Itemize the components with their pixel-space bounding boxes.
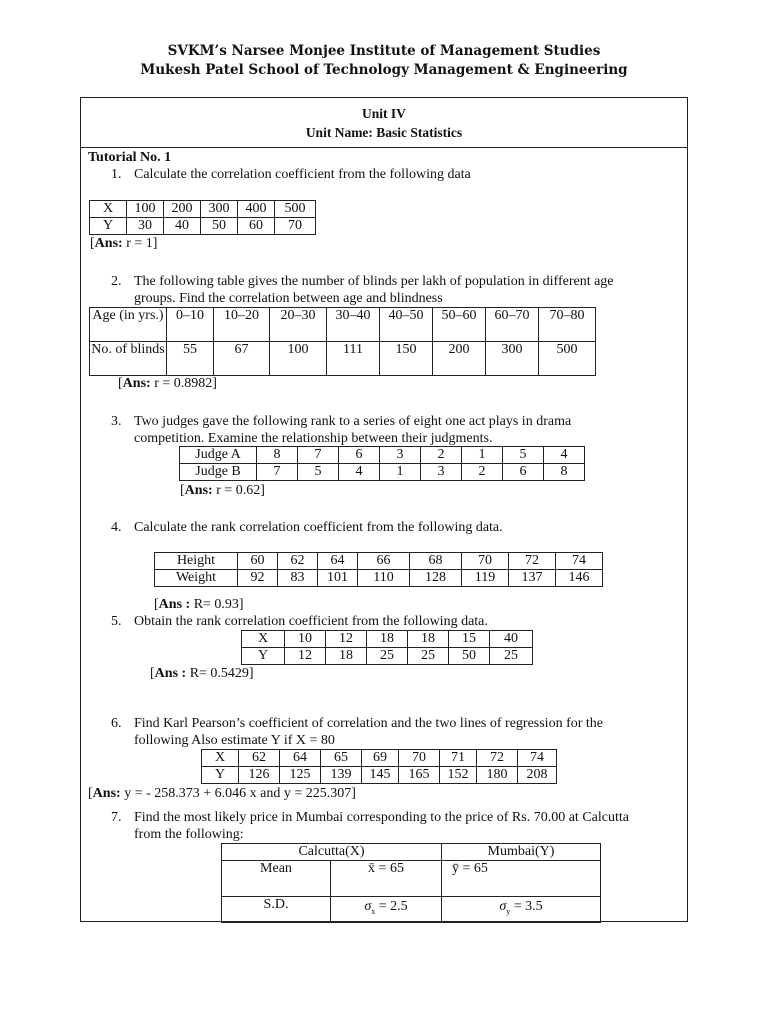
tutorial-title: Tutorial No. 1 xyxy=(88,150,172,165)
table-cell: 5 xyxy=(298,464,339,481)
table-cell: 67 xyxy=(214,342,270,376)
table-cell: 69 xyxy=(362,750,399,767)
table-cell: 125 xyxy=(280,767,321,784)
table-cell: x̄ = 65 xyxy=(331,861,442,897)
table-cell: 70 xyxy=(275,218,316,235)
table-cell: 72 xyxy=(509,553,556,570)
table-row xyxy=(90,218,316,235)
q7-text-line2: from the following: xyxy=(134,827,244,842)
table-cell: Age (in yrs.) xyxy=(90,308,167,342)
table-cell: 500 xyxy=(275,201,316,218)
q6-table xyxy=(201,749,557,784)
table-cell: 1 xyxy=(462,447,503,464)
table-cell: 30–40 xyxy=(327,308,380,342)
table-cell: 25 xyxy=(408,648,449,665)
table-row xyxy=(242,631,533,648)
table-cell: Y xyxy=(90,218,127,235)
table-cell: 20–30 xyxy=(270,308,327,342)
q4-table xyxy=(154,552,603,587)
table-row xyxy=(90,201,316,218)
table-row xyxy=(155,570,603,587)
table-row xyxy=(222,844,601,861)
table-cell: Height xyxy=(155,553,238,570)
table-cell: 3 xyxy=(380,447,421,464)
table-cell: 70 xyxy=(399,750,440,767)
table-row xyxy=(155,553,603,570)
table-cell: 2 xyxy=(462,464,503,481)
table-cell: 139 xyxy=(321,767,362,784)
table-cell: 6 xyxy=(503,464,544,481)
table-row xyxy=(180,464,585,481)
table-row xyxy=(90,308,596,342)
q5-answer: [Ans : R= 0.5429] xyxy=(150,666,254,681)
table-row xyxy=(202,750,557,767)
table-cell: 71 xyxy=(440,750,477,767)
table-cell: 300 xyxy=(486,342,539,376)
table-cell: 119 xyxy=(462,570,509,587)
table-cell: 400 xyxy=(238,201,275,218)
table-cell: 72 xyxy=(477,750,518,767)
table-row xyxy=(90,342,596,376)
table-cell: 200 xyxy=(164,201,201,218)
table-cell: Judge B xyxy=(180,464,257,481)
table-cell: 64 xyxy=(280,750,321,767)
q6-text-line1: Find Karl Pearson’s coefficient of correlation and the two lines of regression for the xyxy=(134,716,603,731)
table-cell: 4 xyxy=(544,447,585,464)
table-cell: 65 xyxy=(321,750,362,767)
q1-text: Calculate the correlation coefficient from the following data xyxy=(134,167,471,182)
table-cell: 15 xyxy=(449,631,490,648)
table-cell: 60 xyxy=(238,218,275,235)
q7-number: 7. xyxy=(111,810,122,825)
table-cell: X xyxy=(202,750,239,767)
table-row xyxy=(202,767,557,784)
table-cell: 12 xyxy=(285,648,326,665)
table-cell: 0–10 xyxy=(167,308,214,342)
table-cell: 92 xyxy=(238,570,278,587)
table-cell: 4 xyxy=(339,464,380,481)
table-row xyxy=(222,861,601,897)
table-cell: 70–80 xyxy=(539,308,596,342)
q2-table xyxy=(89,307,596,376)
table-cell: 165 xyxy=(399,767,440,784)
table-cell: 66 xyxy=(358,553,410,570)
table-cell: 111 xyxy=(327,342,380,376)
school-name: Mukesh Patel School of Technology Management & Engineering xyxy=(140,62,628,78)
unit-title: Unit IV xyxy=(362,106,406,121)
table-cell: 8 xyxy=(544,464,585,481)
q4-answer: [Ans : R= 0.93] xyxy=(154,597,244,612)
table-cell: 83 xyxy=(278,570,318,587)
table-row xyxy=(180,447,585,464)
table-cell: X xyxy=(242,631,285,648)
table-cell: 74 xyxy=(556,553,603,570)
table-cell: 500 xyxy=(539,342,596,376)
table-cell: Y xyxy=(242,648,285,665)
table-cell: 74 xyxy=(518,750,557,767)
table-cell: 208 xyxy=(518,767,557,784)
table-cell: 40 xyxy=(490,631,533,648)
unit-name: Unit Name: Basic Statistics xyxy=(305,125,463,140)
table-cell: Y xyxy=(202,767,239,784)
table-cell: Weight xyxy=(155,570,238,587)
table-cell: $\sigma_y = 3.5$ xyxy=(442,897,601,923)
table-cell: 200 xyxy=(433,342,486,376)
table-cell: Judge A xyxy=(180,447,257,464)
q2-number: 2. xyxy=(111,274,122,289)
q5-number: 5. xyxy=(111,614,122,629)
q3-text-line1: Two judges gave the following rank to a series of eight one act plays in drama xyxy=(134,414,572,429)
table-cell: 100 xyxy=(270,342,327,376)
q5-text: Obtain the rank correlation coefficient from the following data. xyxy=(134,614,488,629)
table-cell: 60–70 xyxy=(486,308,539,342)
institute-name: SVKM’s Narsee Monjee Institute of Management Studies xyxy=(167,43,601,59)
q2-answer: [Ans: r = 0.8982] xyxy=(118,376,217,391)
table-cell: 7 xyxy=(298,447,339,464)
q4-number: 4. xyxy=(111,520,122,535)
table-cell: 8 xyxy=(257,447,298,464)
q5-table xyxy=(241,630,533,665)
table-cell: 2 xyxy=(421,447,462,464)
table-row xyxy=(222,897,601,923)
table-cell: 50 xyxy=(449,648,490,665)
table-cell: 145 xyxy=(362,767,399,784)
table-cell: 12 xyxy=(326,631,367,648)
table-cell: 126 xyxy=(239,767,280,784)
table-cell: 25 xyxy=(367,648,408,665)
table-cell: $\sigma_x = 2.5$ xyxy=(331,897,442,923)
table-cell: 6 xyxy=(339,447,380,464)
table-cell: 101 xyxy=(318,570,358,587)
q1-answer: [Ans: r = 1] xyxy=(90,236,158,251)
table-cell: 18 xyxy=(367,631,408,648)
table-cell: 55 xyxy=(167,342,214,376)
q7-table xyxy=(221,843,601,923)
table-cell: 68 xyxy=(410,553,462,570)
table-cell: 10–20 xyxy=(214,308,270,342)
q4-text: Calculate the rank correlation coefficient from the following data. xyxy=(134,520,503,535)
q1-number: 1. xyxy=(111,167,122,182)
table-cell: Calcutta(X) xyxy=(222,844,442,861)
table-cell: 3 xyxy=(421,464,462,481)
table-cell: 64 xyxy=(318,553,358,570)
table-cell: 7 xyxy=(257,464,298,481)
table-cell: 110 xyxy=(358,570,410,587)
table-cell: 1 xyxy=(380,464,421,481)
table-cell: 137 xyxy=(509,570,556,587)
q6-answer: [Ans: y = - 258.373 + 6.046 x and y = 225.307] xyxy=(88,786,356,801)
q3-text-line2: competition. Examine the relationship between their judgments. xyxy=(134,431,493,446)
table-cell: 30 xyxy=(127,218,164,235)
table-cell: 300 xyxy=(201,201,238,218)
table-cell: 146 xyxy=(556,570,603,587)
table-row xyxy=(242,648,533,665)
table-cell: 150 xyxy=(380,342,433,376)
unit-header-box xyxy=(80,97,688,148)
table-cell: No. of blinds xyxy=(90,342,167,376)
q2-text-line1: The following table gives the number of blinds per lakh of population in different age xyxy=(134,274,614,289)
table-cell: X xyxy=(90,201,127,218)
q3-answer: [Ans: r = 0.62] xyxy=(180,483,265,498)
q6-text-line2: following Also estimate Y if X = 80 xyxy=(134,733,335,748)
table-cell: 100 xyxy=(127,201,164,218)
table-cell: 152 xyxy=(440,767,477,784)
table-cell: 50 xyxy=(201,218,238,235)
table-cell: 10 xyxy=(285,631,326,648)
table-cell: 40–50 xyxy=(380,308,433,342)
q3-table xyxy=(179,446,585,481)
table-cell: 62 xyxy=(239,750,280,767)
table-cell: ȳ = 65 xyxy=(442,861,601,897)
table-cell: 5 xyxy=(503,447,544,464)
table-cell: 18 xyxy=(408,631,449,648)
q6-number: 6. xyxy=(111,716,122,731)
table-cell: 25 xyxy=(490,648,533,665)
q3-number: 3. xyxy=(111,414,122,429)
table-cell: S.D. xyxy=(222,897,331,923)
q1-table xyxy=(89,200,316,235)
table-cell: 62 xyxy=(278,553,318,570)
table-cell: 180 xyxy=(477,767,518,784)
table-cell: Mean xyxy=(222,861,331,897)
table-cell: 70 xyxy=(462,553,509,570)
q7-text-line1: Find the most likely price in Mumbai corresponding to the price of Rs. 70.00 at Calcutta xyxy=(134,810,629,825)
q2-text-line2: groups. Find the correlation between age and blindness xyxy=(134,291,443,306)
table-cell: 18 xyxy=(326,648,367,665)
table-cell: 50–60 xyxy=(433,308,486,342)
table-cell: 40 xyxy=(164,218,201,235)
table-cell: 128 xyxy=(410,570,462,587)
table-cell: Mumbai(Y) xyxy=(442,844,601,861)
table-cell: 60 xyxy=(238,553,278,570)
